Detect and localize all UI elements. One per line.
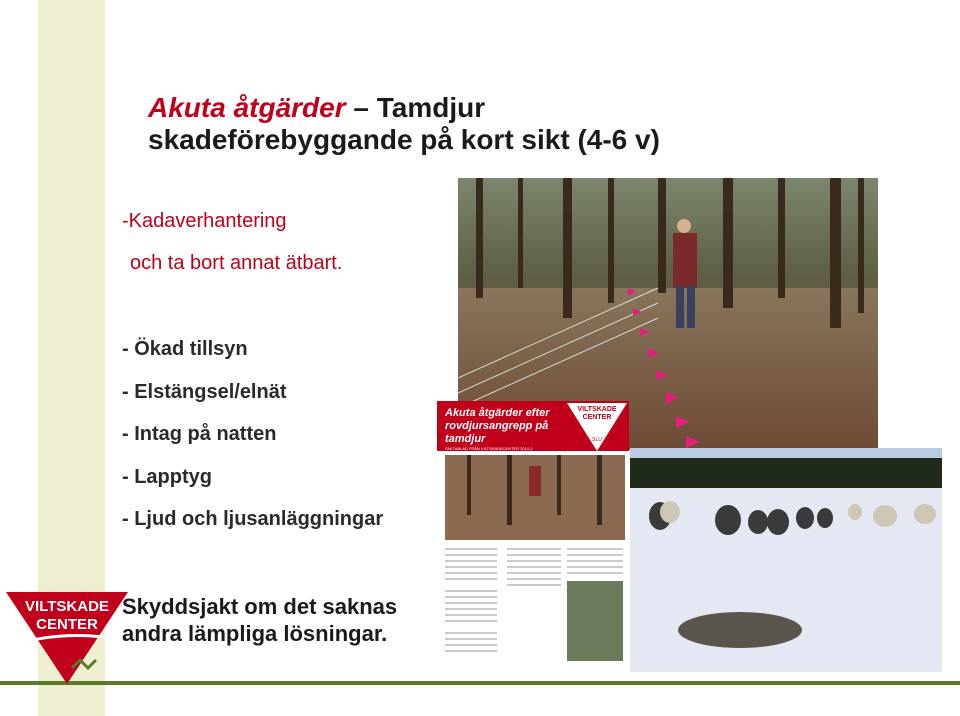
bullet-tillsyn: - Ökad tillsyn xyxy=(122,338,248,360)
bullet-intag: - Intag på natten xyxy=(122,423,277,445)
bullet-kadaver: -Kadaverhantering xyxy=(122,210,287,232)
leaflet-heading-3: tamdjur xyxy=(445,433,486,445)
leaflet-logo-line2: CENTER xyxy=(582,414,612,421)
sheep-snow-photo xyxy=(630,448,942,672)
slide-title xyxy=(148,92,660,156)
viltskade-center-logo xyxy=(2,588,132,688)
logo-line1: VILTSKADE xyxy=(25,598,109,615)
bullet-skyddsjakt-cont: andra lämpliga lösningar. xyxy=(122,621,388,646)
title-rest: – Tamdjur xyxy=(345,92,486,123)
bottom-divider xyxy=(0,681,960,685)
leaflet-heading-2: rovdjursangrepp på xyxy=(445,420,549,432)
logo-line2: CENTER xyxy=(36,616,98,633)
bullet-kadaver-cont: och ta bort annat ätbart. xyxy=(130,252,343,274)
bullet-ljud: - Ljud och ljusanläggningar xyxy=(122,508,384,530)
bullet-lapptyg: - Lapptyg xyxy=(122,466,212,488)
leaflet-subheading: FAKTABLAD FRÅN VILTSKADECENTER 2010-2 xyxy=(445,446,533,451)
bullet-elstangsel: - Elstängsel/elnät xyxy=(122,381,287,403)
leaflet-logo-small: SLU xyxy=(592,437,602,443)
leaflet-cover xyxy=(437,401,629,672)
leaflet-heading-1: Akuta åtgärder efter xyxy=(445,407,550,419)
title-line2: skadeförebyggande på kort sikt (4-6 v) xyxy=(148,124,660,155)
title-italic: Akuta åtgärder xyxy=(148,92,346,123)
leaflet-logo-line1: VILTSKADE xyxy=(577,406,617,413)
bullet-skyddsjakt: Skyddsjakt om det saknas xyxy=(122,594,398,619)
